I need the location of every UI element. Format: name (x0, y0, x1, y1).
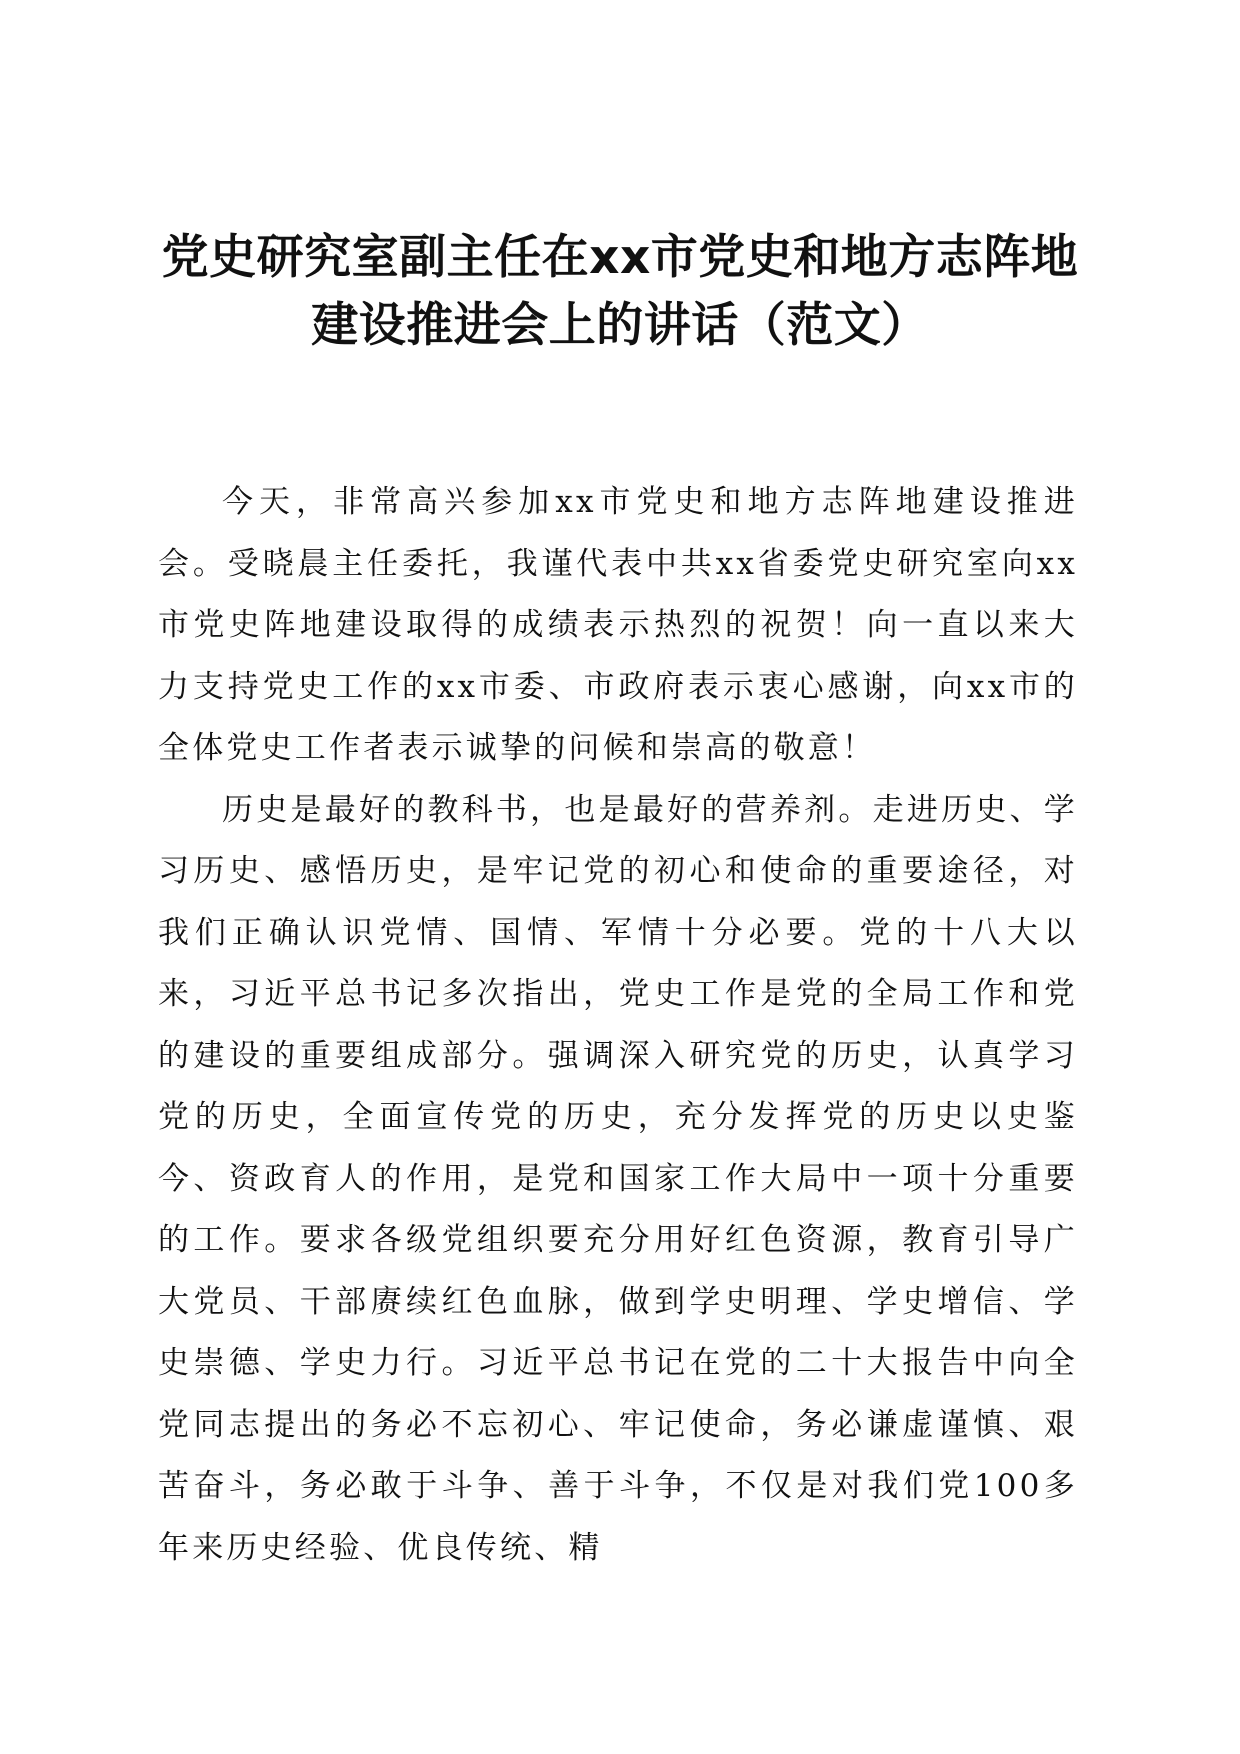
paragraph-2: 历史是最好的教科书，也是最好的营养剂。走进历史、学习历史、感悟历史，是牢记党的初心和使命的重要途径，对我们正确认识党情、国情、军情十分必要。党的十八大以来，习近平总书记多次指出，党史工作是党的全局工作和党的建设的重要组成部分。强调深入研究党的历史，认真学习党的历史，全面宣传党的历史，充分发挥党的历史以史鉴今、资政育人的作用，是党和国家工作大局中一项十分重要的工作。要求各级党组织要充分用好红色资源，教育引导广大党员、干部赓续红色血脉，做到学史明理、学史增信、学史崇德、学史力行。习近平总书记在党的二十大报告中向全党同志提出的务必不忘初心、牢记使命，务必谦虚谨慎、艰苦奋斗，务必敢于斗争、善于斗争，不仅是对我们党100多年来历史经验、优良传统、精 (158, 791, 1078, 1566)
paragraph-1: 今天，非常高兴参加xx市党史和地方志阵地建设推进会。受晓晨主任委托，我谨代表中共xx省委党史研究室向xx市党史阵地建设取得的成绩表示热烈的祝贺！向一直以来大力支持党史工作的xx市委、市政府表示衷心感谢，向xx市的全体党史工作者表示诚挚的问候和崇高的敬意！ (158, 484, 1078, 766)
title-line-1: 党史研究室副主任在xx市党史和地方志阵地 (161, 230, 1079, 285)
document-title (150, 224, 1090, 360)
title-line-2: 建设推进会上的讲话（范文） (311, 298, 929, 353)
document-body (158, 472, 1078, 1579)
